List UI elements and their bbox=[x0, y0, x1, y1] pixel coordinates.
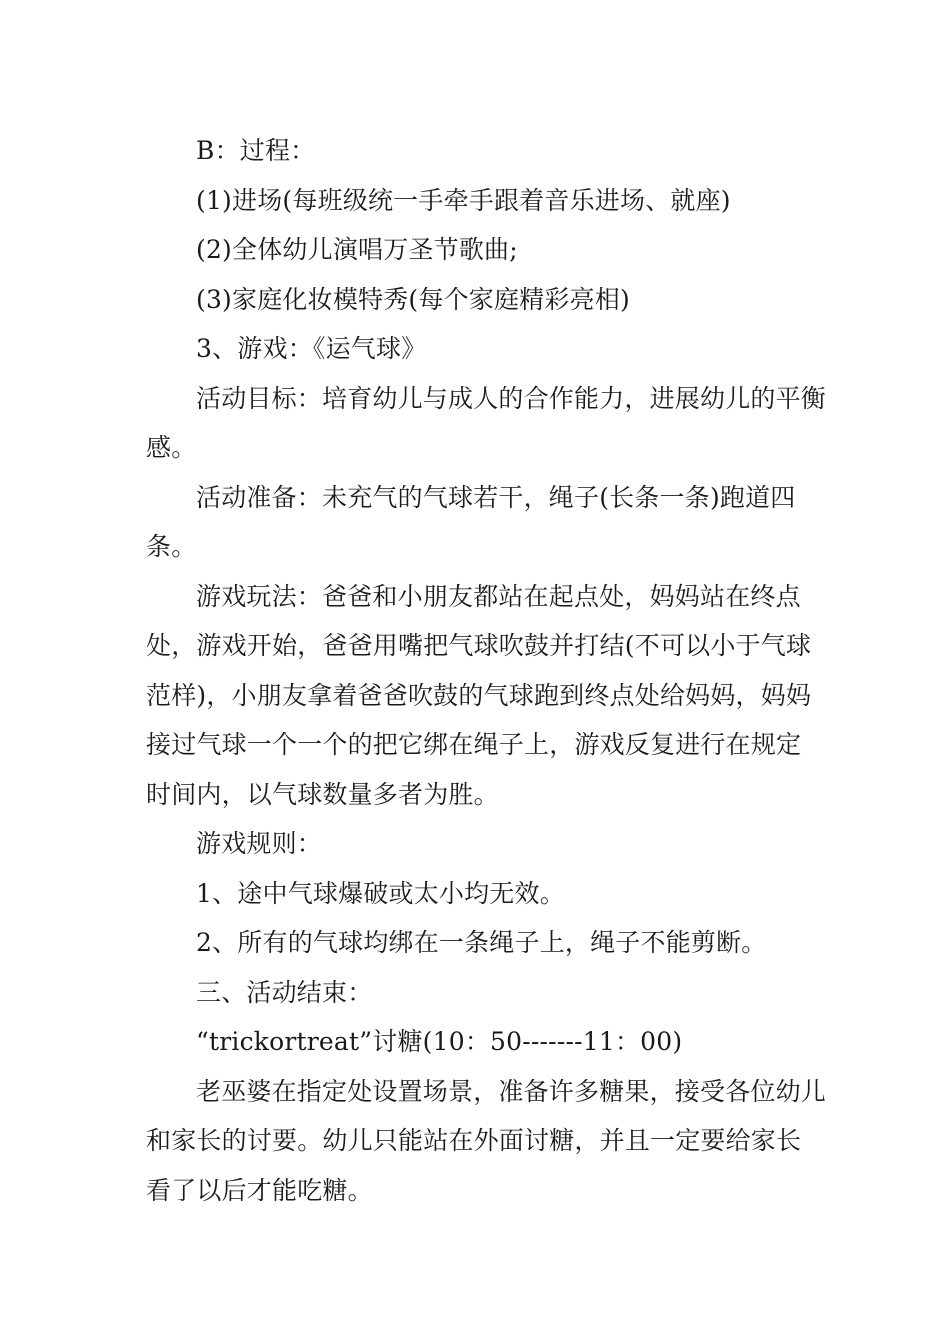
process-step-2: (2)全体幼儿演唱万圣节歌曲; bbox=[196, 235, 518, 264]
section-heading-end: 三、活动结束： bbox=[196, 977, 373, 1007]
document-body bbox=[146, 126, 826, 1215]
process-step-3: (3)家庭化妆模特秀(每个家庭精彩亮相) bbox=[196, 284, 630, 314]
section-heading-process: B：过程： bbox=[196, 136, 316, 165]
trick-or-treat-line: “trickortreat”讨糖(10：50-------11：00) bbox=[196, 1027, 683, 1056]
activity-goal: 活动目标：培育幼儿与成人的合作能力，进展幼儿的平衡感。 bbox=[146, 383, 827, 462]
game-rule-2: 2、所有的气球均绑在一条绳子上，绳子不能剪断。 bbox=[196, 928, 767, 957]
game-title: 3、游戏：《运气球》 bbox=[196, 334, 427, 363]
witch-paragraph: 老巫婆在指定处设置场景，准备许多糖果，接受各位幼儿和家长的讨要。幼儿只能站在外面讨糖，并且一定要给家长看了以后才能吃糖。 bbox=[146, 1076, 827, 1205]
game-rules-heading: 游戏规则： bbox=[196, 829, 323, 858]
process-step-1: (1)进场(每班级统一手牵手跟着音乐进场、就座) bbox=[196, 185, 731, 215]
game-rule-1: 1、途中气球爆破或太小均无效。 bbox=[196, 878, 565, 908]
activity-preparation: 活动准备：未充气的气球若干，绳子(长条一条)跑道四条。 bbox=[146, 482, 796, 561]
game-method: 游戏玩法：爸爸和小朋友都站在起点处，妈妈站在终点处，游戏开始，爸爸用嘴把气球吹鼓并打结(不可以小于气球范样)，小朋友拿着爸爸吹鼓的气球跑到终点处给妈妈，妈妈接过气球一个一个的把它绑在绳子上，游戏反复进行在规定时间内，以气球数量多者为胜。 bbox=[146, 581, 812, 809]
